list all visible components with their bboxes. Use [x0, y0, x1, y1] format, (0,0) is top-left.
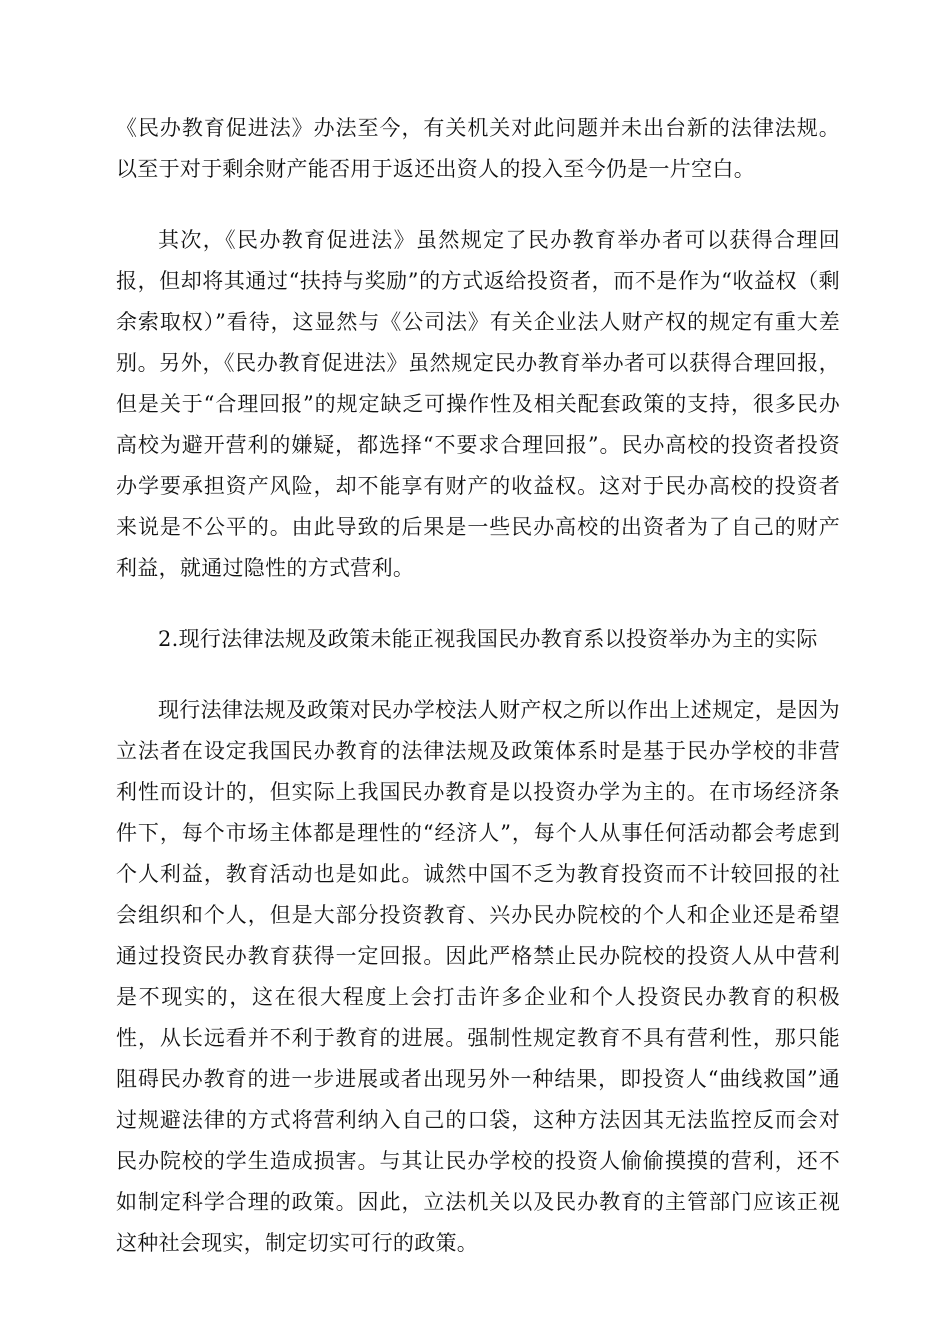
section-heading: 2.现行法律法规及政策未能正视我国民办教育系以投资举办为主的实际: [158, 627, 818, 651]
paragraph-2: 其次，《民办教育促进法》虽然规定了民办教育举办者可以获得合理回报，但却将其通过“扶持与奖励”的方式返给投资者，而不是作为“收益权（剩余索取权）”看待，这显然与《公司法》有关企业法人财产权的规定有重大差别。另外，《民办教育促进法》虽然规定民办教育举办者可以获得合理回报，但是关于“合理回报”的规定缺乏可操作性及相关配套政策的支持，很多民办高校为避开营利的嫌疑，都选择“不要求合理回报”。民办高校的投资者投资办学要承担资产风险，却不能享有财产的收益权。这对于民办高校的投资者来说是不公平的。由此导致的后果是一些民办高校的出资者为了自己的财产利益，就通过隐性的方式营利。: [116, 228, 840, 580]
document-body: [116, 108, 840, 1264]
paragraph-3: 现行法律法规及政策对民办学校法人财产权之所以作出上述规定，是因为立法者在设定我国民办教育的法律法规及政策体系时是基于民办学校的非营利性而设计的，但实际上我国民办教育是以投资办学为主的。在市场经济条件下，每个市场主体都是理性的“经济人”，每个人从事任何活动都会考虑到个人利益，教育活动也是如此。诚然中国不乏为教育投资而不计较回报的社会组织和个人，但是大部分投资教育、兴办民办院校的个人和企业还是希望通过投资民办教育获得一定回报。因此严格禁止民办院校的投资人从中营利是不现实的，这在很大程度上会打击许多企业和个人投资民办教育的积极性，从长远看并不利于教育的进展。强制性规定教育不具有营利性，那只能阻碍民办教育的进一步进展或者出现另外一种结果，即投资人“曲线救国”通过规避法律的方式将营利纳入自己的口袋，这种方法因其无法监控反而会对民办院校的学生造成损害。与其让民办学校的投资人偷偷摸摸的营利，还不如制定科学合理的政策。因此，立法机关以及民办教育的主管部门应该正视这种社会现实，制定切实可行的政策。: [116, 698, 840, 1255]
paragraph-1: 《民办教育促进法》办法至今，有关机关对此问题并未出台新的法律法规。以至于对于剩余财产能否用于返还出资人的投入至今仍是一片空白。: [116, 116, 840, 181]
